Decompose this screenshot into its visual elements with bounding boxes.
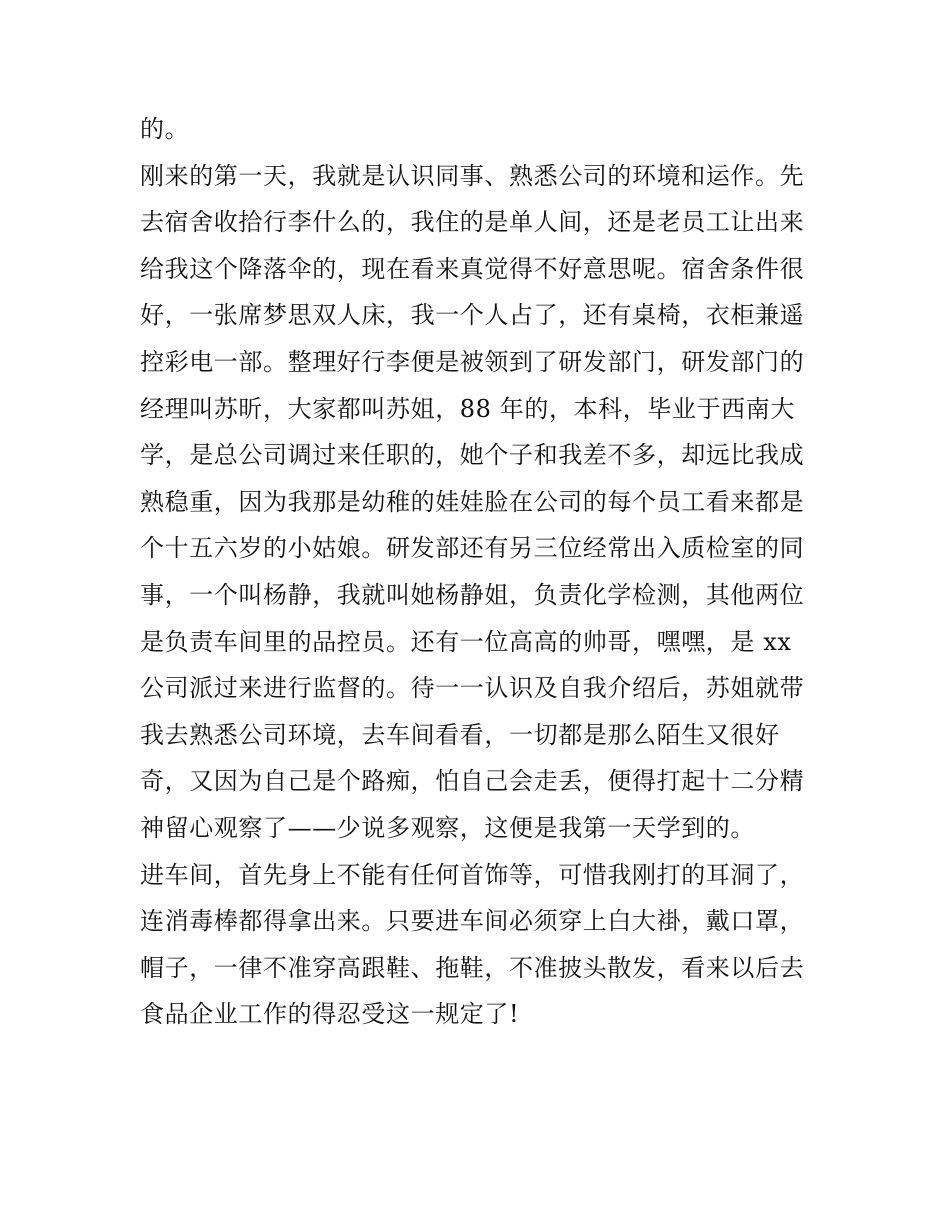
text-line: 给我这个降落伞的，现在看来真觉得不好意思呢。宿舍条件很 (140, 254, 805, 283)
text-line: 去宿舍收拾行李什么的，我住的是单人间，还是老员工让出来 (140, 208, 805, 237)
text-line: 公司派过来进行监督的。待一一认识及自我介绍后，苏姐就带 (140, 674, 805, 703)
text-line: 食品企业工作的得忍受这一规定了! (140, 1000, 520, 1029)
text-line: 控彩电一部。整理好行李便是被领到了研发部门，研发部门的 (140, 347, 805, 376)
text-line: 奇，又因为自己是个路痴，怕自己会走丢，便得打起十二分精 (140, 767, 805, 796)
text-line: 事，一个叫杨静，我就叫她杨静姐，负责化学检测，其他两位 (140, 580, 805, 609)
text-line: 经理叫苏昕，大家都叫苏姐，88 年的，本科，毕业于西南大 (140, 394, 795, 423)
text-line: 我去熟悉公司环境，去车间看看，一切都是那么陌生又很好 (140, 720, 780, 749)
text-line: 的。 (140, 115, 190, 143)
text-line: 个十五六岁的小姑娘。研发部还有另三位经常出入质检室的同 (140, 534, 805, 563)
body-text (140, 106, 820, 1038)
text-line: 进车间，首先身上不能有任何首饰等，可惜我刚打的耳洞了， (140, 860, 805, 889)
text-line: 连消毒棒都得拿出来。只要进车间必须穿上白大褂，戴口罩， (140, 907, 805, 936)
text-line: 学，是总公司调过来任职的，她个子和我差不多，却远比我成 (140, 441, 805, 470)
text-line: 是负责车间里的品控员。还有一位高高的帅哥，嘿嘿，是 xx (140, 627, 792, 656)
text-line: 刚来的第一天，我就是认识同事、熟悉公司的环境和运作。先 (140, 161, 805, 190)
text-line: 熟稳重，因为我那是幼稚的娃娃脸在公司的每个员工看来都是 (140, 487, 805, 516)
text-line: 神留心观察了——少说多观察，这便是我第一天学到的。 (140, 813, 755, 842)
text-line: 好，一张席梦思双人床，我一个人占了，还有桌椅，衣柜兼遥 (140, 301, 805, 330)
text-line: 帽子，一律不准穿高跟鞋、拖鞋，不准披头散发，看来以后去 (140, 953, 805, 982)
